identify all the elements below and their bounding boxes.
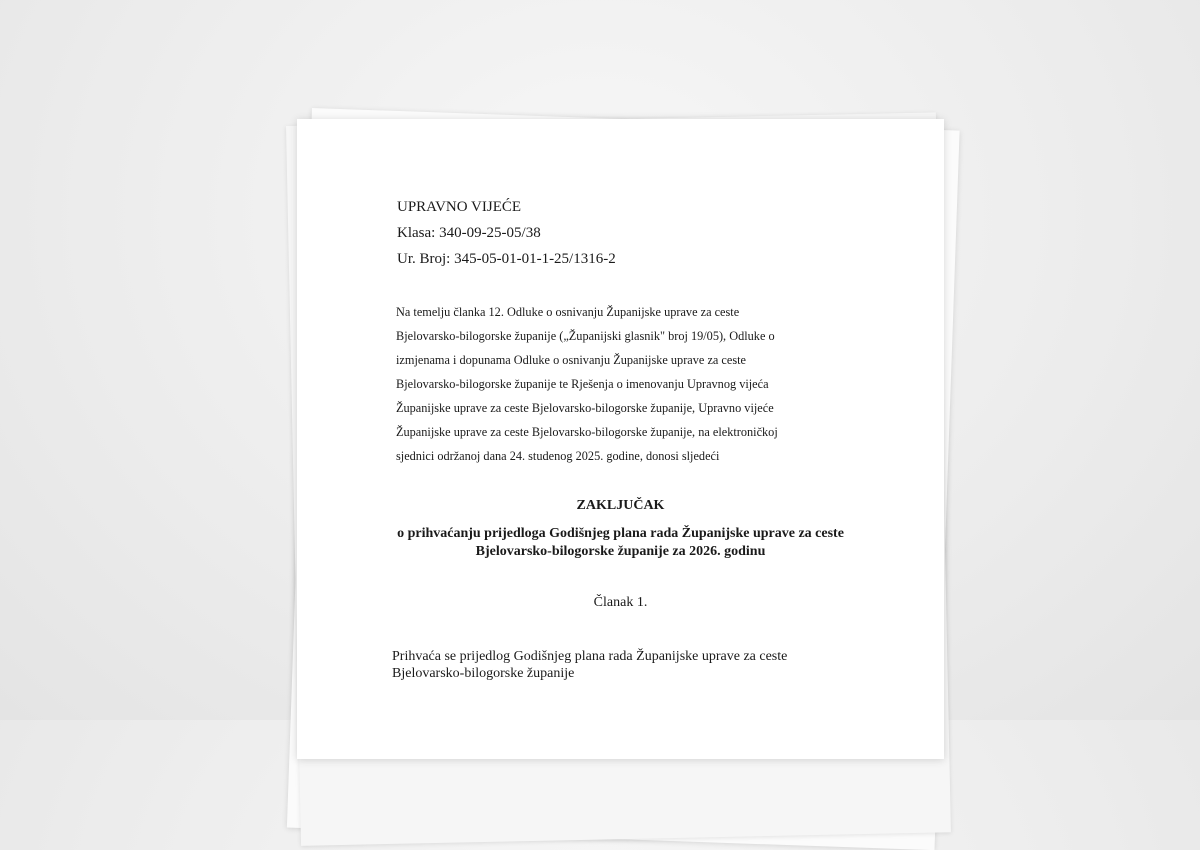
ur-broj: Ur. Broj: 345-05-01-01-1-25/1316-2 — [397, 251, 616, 267]
document-subtitle: Bjelovarsko-bilogorske županije za 2026. godinu — [475, 544, 766, 559]
article-text: Prihvaća se prijedlog Godišnjeg plana rada Županijske uprave za ceste — [392, 649, 788, 664]
preamble-line: sjednici održanoj dana 24. studenog 2025. godine, donosi sljedeći — [396, 449, 720, 463]
preamble-line: Županijske uprave za ceste Bjelovarsko-bilogorske županije, na elektroničkoj — [396, 425, 778, 439]
preamble-line: Županijske uprave za ceste Bjelovarsko-bilogorske županije, Upravno vijeće — [396, 401, 774, 415]
preamble-line: izmjenama i dopunama Odluke o osnivanju Županijske uprave za ceste — [396, 353, 747, 367]
document-subtitle: o prihvaćanju prijedloga Godišnjeg plana rada Županijske uprave za ceste — [397, 526, 844, 541]
preamble-line: Bjelovarsko-bilogorske županije te Rješenja o imenovanju Upravnog vijeća — [396, 377, 769, 391]
klasa: Klasa: 340-09-25-05/38 — [397, 225, 541, 241]
article-heading: Članak 1. — [593, 595, 648, 610]
preamble-line: Na temelju članka 12. Odluke o osnivanju Županijske uprave za ceste — [396, 305, 740, 319]
document-title: ZAKLJUČAK — [576, 498, 665, 513]
article-text: Bjelovarsko-bilogorske županije — [392, 666, 575, 681]
org-name: UPRAVNO VIJEĆE — [397, 199, 522, 215]
document-page — [297, 119, 944, 759]
preamble-line: Bjelovarsko-bilogorske županije („Županijski glasnik" broj 19/05), Odluke o — [396, 329, 775, 343]
